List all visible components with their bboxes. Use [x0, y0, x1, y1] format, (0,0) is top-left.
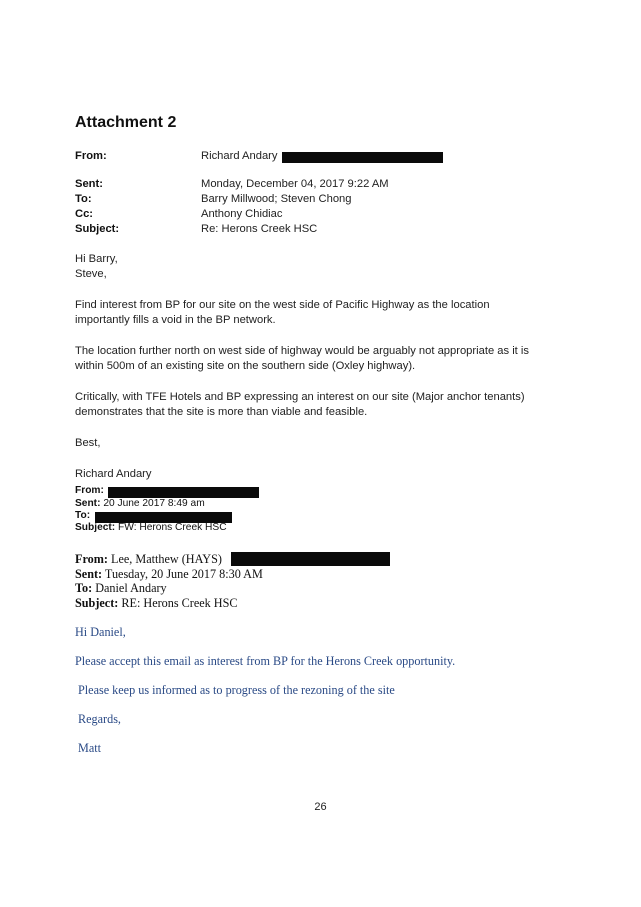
reply-regards: Regards,	[78, 712, 121, 726]
sent-label: Sent:	[75, 178, 103, 190]
from-value: Richard Andary	[201, 150, 278, 162]
fwd2-from-row	[75, 552, 222, 567]
reply-line: Please accept this email as interest from BP for the Herons Creek opportunity.	[75, 654, 456, 668]
fwd1-subject-row	[75, 522, 227, 533]
fwd2-subject-row	[75, 596, 238, 611]
fwd1-sent-label: Sent:	[75, 498, 101, 509]
redaction-bar	[282, 152, 443, 163]
greeting-line: Hi Barry,	[75, 253, 118, 265]
reply-greeting: Hi Daniel,	[75, 625, 126, 639]
redaction-bar	[108, 487, 259, 498]
fwd1-to-row	[75, 510, 90, 521]
paragraph-line: Critically, with TFE Hotels and BP expressing an interest on our site (Major anchor tenants)	[75, 391, 525, 403]
page-number: 26	[314, 801, 327, 813]
fwd1-subject-label: Subject:	[75, 522, 116, 533]
fwd1-subject-value: FW: Herons Creek HSC	[118, 522, 227, 533]
fwd2-from-value: Lee, Matthew (HAYS)	[111, 552, 222, 566]
to-label: To:	[75, 193, 92, 205]
fwd2-sent-label: Sent:	[75, 567, 103, 581]
to-value: Barry Millwood; Steven Chong	[201, 193, 352, 205]
cc-value: Anthony Chidiac	[201, 208, 283, 220]
fwd2-subject-value: RE: Herons Creek HSC	[121, 596, 238, 610]
fwd1-from-row	[75, 485, 104, 496]
fwd2-subject-label: Subject:	[75, 596, 119, 610]
fwd1-sent-row	[75, 498, 205, 509]
fwd1-to-label: To:	[75, 510, 91, 521]
signature: Richard Andary	[75, 468, 152, 480]
fwd2-sent-value: Tuesday, 20 June 2017 8:30 AM	[104, 567, 263, 581]
fwd2-to-row	[75, 581, 167, 596]
paragraph-line: within 500m of an existing site on the southern side (Oxley highway).	[75, 360, 416, 372]
subject-value: Re: Herons Creek HSC	[201, 223, 318, 235]
sent-value: Monday, December 04, 2017 9:22 AM	[201, 178, 389, 190]
fwd2-sent-row	[75, 567, 263, 582]
signoff: Best,	[75, 437, 101, 449]
fwd2-to-label: To:	[75, 581, 93, 595]
cc-label: Cc:	[75, 208, 94, 220]
fwd1-sent-value: 20 June 2017 8:49 am	[103, 498, 205, 509]
subject-label: Subject:	[75, 223, 120, 235]
paragraph-line: importantly fills a void in the BP network.	[75, 314, 276, 326]
paragraph-line: demonstrates that the site is more than viable and feasible.	[75, 406, 368, 418]
greeting-line: Steve,	[75, 268, 107, 280]
reply-name: Matt	[78, 741, 102, 755]
from-label: From:	[75, 150, 107, 162]
paragraph-line: The location further north on west side of highway would be arguably not appropriate as it is	[75, 345, 529, 357]
attachment-title: Attachment 2	[75, 114, 177, 131]
redaction-bar	[231, 552, 390, 566]
fwd1-from-label: From:	[75, 485, 104, 496]
reply-line: Please keep us informed as to progress of the rezoning of the site	[78, 683, 395, 697]
paragraph-line: Find interest from BP for our site on the west side of Pacific Highway as the location	[75, 299, 490, 311]
fwd2-from-label: From:	[75, 552, 108, 566]
fwd2-to-value: Daniel Andary	[95, 581, 167, 595]
